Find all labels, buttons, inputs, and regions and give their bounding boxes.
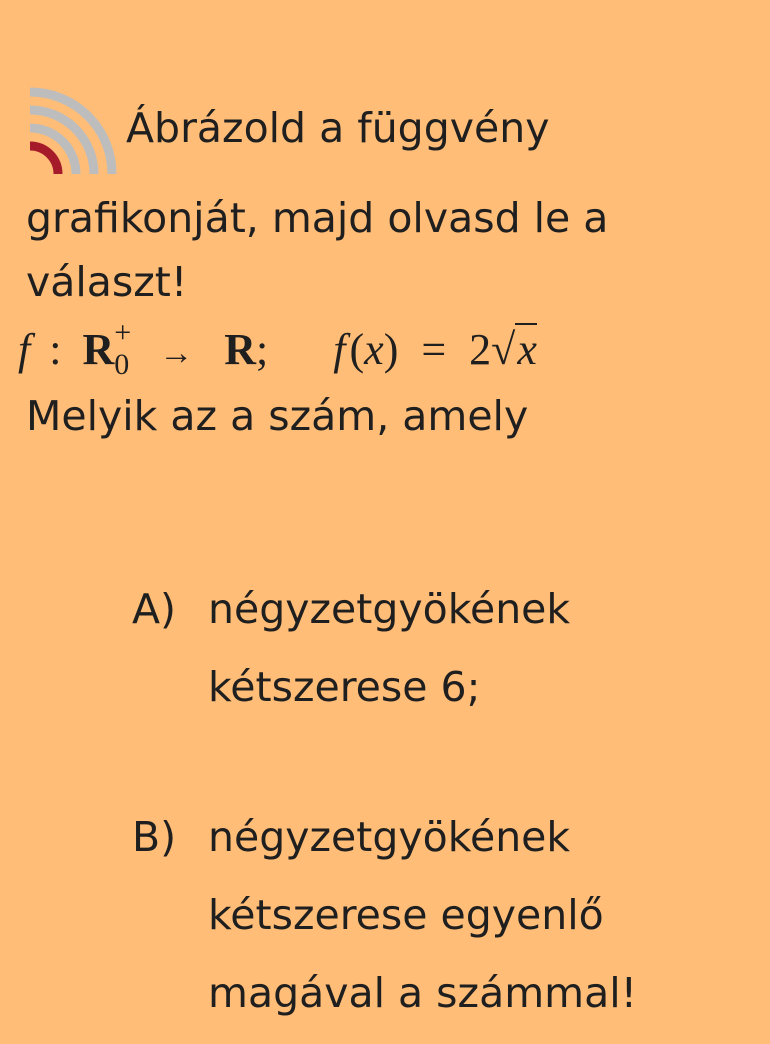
- option-b-line-3: magával a számmal!: [208, 969, 638, 1017]
- formula-coef: 2: [469, 325, 492, 374]
- formula-codomain: R: [224, 325, 257, 374]
- formula-f: f: [18, 325, 31, 374]
- formula-domain-set: R: [82, 325, 115, 374]
- formula-sqrt: [491, 318, 537, 382]
- intro-line-3: választ!: [26, 258, 188, 306]
- function-formula: [18, 318, 718, 388]
- option-b-letter: B): [132, 813, 177, 861]
- formula-domain-scripts: [114, 316, 134, 381]
- option-b-text: [208, 798, 748, 1032]
- option-a: [132, 570, 732, 730]
- intro-line-1: Ábrázold a függvény: [126, 104, 550, 152]
- formula-domain-sub: 0: [114, 348, 130, 381]
- formula-radicand: x: [517, 325, 537, 374]
- option-a-letter: A): [132, 585, 177, 633]
- option-a-text: [208, 570, 748, 726]
- formula-domain-sup: +: [114, 316, 132, 349]
- question-text: Melyik az a szám, amely: [26, 392, 529, 440]
- signal-arcs-icon: [26, 86, 118, 178]
- formula-semicolon: ;: [256, 325, 269, 374]
- option-b-line-1: négyzetgyökének: [208, 813, 571, 861]
- formula-colon: :: [49, 325, 62, 374]
- formula-paren-open: (: [349, 325, 365, 374]
- formula-fx: f: [333, 325, 346, 374]
- formula-sqrt-sign: √: [491, 325, 516, 374]
- formula-equals: =: [421, 325, 447, 374]
- formula-paren-close: ): [383, 325, 399, 374]
- intro-line-2: grafikonját, majd olvasd le a: [26, 194, 609, 242]
- intro-text: [26, 186, 726, 314]
- formula-arrow: →: [159, 335, 194, 372]
- option-b-line-2: kétszerese egyenlő: [208, 891, 604, 939]
- option-b: [132, 798, 732, 1038]
- option-a-line-2: kétszerese 6;: [208, 663, 481, 711]
- option-a-line-1: négyzetgyökének: [208, 585, 571, 633]
- formula-var: x: [364, 325, 384, 374]
